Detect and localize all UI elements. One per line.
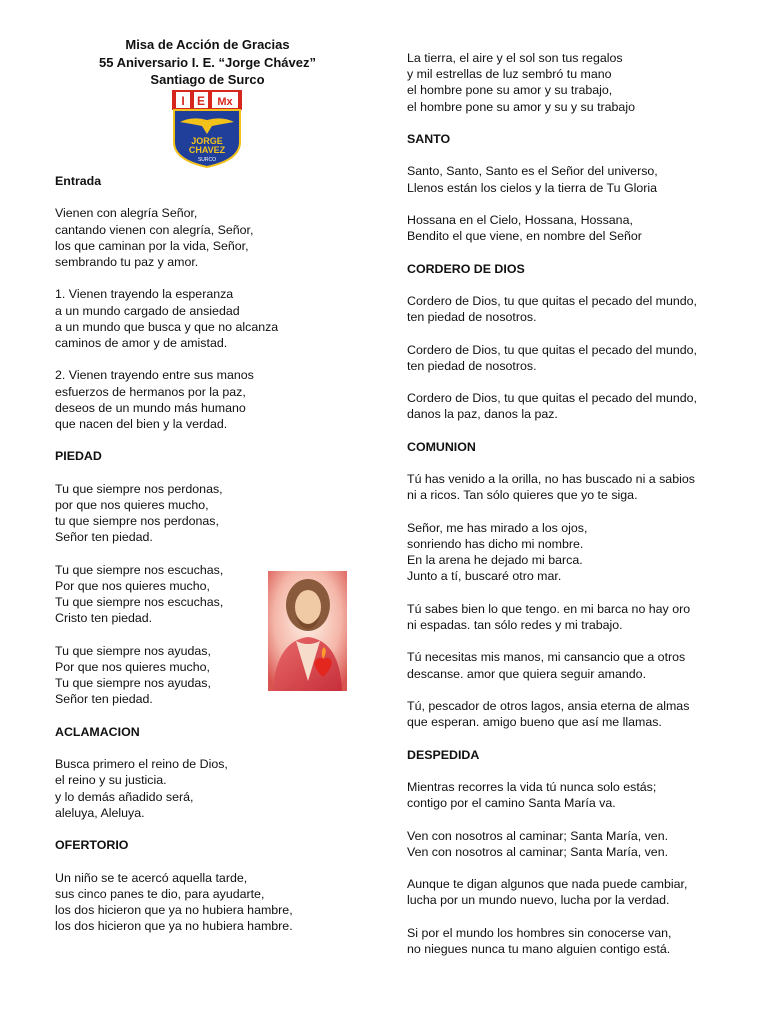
- verse-line: Vienen con alegría Señor,: [55, 206, 198, 221]
- verse-line: sus cinco panes te dio, para ayudarte,: [55, 886, 265, 901]
- logo-name-1: JORGE: [191, 136, 223, 146]
- santo-stanza-1: [407, 163, 757, 195]
- comunion-stanza-4: [407, 649, 757, 681]
- verse-line: Tú, pescador de otros lagos, ansia eterna de almas: [407, 698, 690, 713]
- verse-line: Si por el mundo los hombres sin conocerse van,: [407, 925, 672, 940]
- verse-line: Mientras recorres la vida tú nunca solo estás;: [407, 779, 657, 794]
- verse-line: a un mundo cargado de ansiedad: [55, 303, 240, 318]
- verse-line: Tu que siempre nos perdonas,: [55, 481, 223, 496]
- verse-line: La tierra, el aire y el sol son tus regalos: [407, 51, 623, 65]
- verse-line: Tu que siempre nos escuchas,: [55, 595, 224, 610]
- verse-line: Busca primero el reino de Dios,: [55, 757, 228, 772]
- verse-line: cantando vienen con alegría, Señor,: [55, 222, 254, 237]
- despedida-stanza-1: [407, 779, 757, 811]
- verse-line: caminos de amor y de amistad.: [55, 336, 228, 350]
- verse-line: por que nos quieres mucho,: [55, 497, 209, 512]
- verse-line: Por que nos quieres mucho,: [55, 659, 210, 674]
- verse-line: Señor ten piedad.: [55, 692, 153, 707]
- verse-line: contigo por el camino Santa María va.: [407, 796, 616, 811]
- section-title-santo: SANTO: [407, 132, 451, 146]
- verse-line: aleluya, Aleluya.: [55, 805, 145, 820]
- section-title-ofertorio: OFERTORIO: [55, 838, 129, 853]
- verse-line: ten piedad de nosotros.: [407, 310, 537, 325]
- section-title-cordero: CORDERO DE DIOS: [407, 261, 525, 276]
- verse-line: Ven con nosotros al caminar; Santa María, ven.: [407, 844, 669, 859]
- verse-line: Santo, Santo, Santo es el Señor del universo,: [407, 164, 658, 179]
- verse-line: esfuerzos de hermanos por la paz,: [55, 384, 246, 399]
- verse-line: deseos de un mundo más humano: [55, 400, 246, 415]
- entrada-stanza-3: [55, 367, 355, 432]
- verse-line: Ven con nosotros al caminar; Santa María, ven.: [407, 828, 669, 843]
- verse-line: el reino y su justicia.: [55, 773, 167, 788]
- verse-line: danos la paz, danos la paz.: [407, 407, 558, 422]
- verse-line: Señor, me has mirado a los ojos,: [407, 520, 588, 535]
- verse-line: y lo demás añadido será,: [55, 789, 194, 804]
- verse-line: a un mundo que busca y que no alcanza: [55, 319, 279, 334]
- verse-line: ni a ricos. Tan sólo quieres que yo te siga.: [407, 488, 638, 503]
- verse-line: no niegues nunca tu mano alguien contigo está.: [407, 941, 671, 956]
- comunion-stanza-1: [407, 471, 757, 503]
- verse-line: Tú necesitas mis manos, mi cansancio que a otros: [407, 650, 686, 665]
- document-header: [55, 36, 360, 89]
- verse-line: Por que nos quieres mucho,: [55, 578, 210, 593]
- verse-line: Tu que siempre nos escuchas,: [55, 562, 224, 577]
- verse-line: Un niño se te acercó aquella tarde,: [55, 870, 248, 885]
- verse-line: Junto a tí, buscaré otro mar.: [407, 569, 562, 584]
- verse-line: Hossana en el Cielo, Hossana, Hossana,: [407, 212, 633, 227]
- verse-line: descanse. amor que quiera seguir amando.: [407, 666, 647, 681]
- verse-line: sonriendo has dicho mi nombre.: [407, 536, 584, 551]
- entrada-stanza-2: [55, 286, 355, 351]
- despedida-stanza-2: [407, 828, 757, 860]
- aclamacion-stanza-1: [55, 756, 355, 821]
- verse-line: Tu que siempre nos ayudas,: [55, 676, 211, 691]
- despedida-stanza-3: [407, 876, 757, 908]
- right-column: [407, 50, 757, 957]
- logo-name-2: CHAVEZ: [188, 145, 226, 155]
- ofertorio-stanza-2: [407, 50, 757, 115]
- verse-line: Tú has venido a la orilla, no has buscado ni a sabios: [407, 472, 695, 487]
- verse-line: los dos hicieron que ya no hubiera hambre.: [55, 919, 293, 934]
- verse-line: Aunque te digan algunos que nada puede cambiar,: [407, 877, 688, 892]
- section-title-despedida: DESPEDIDA: [407, 747, 480, 762]
- section-title-piedad: PIEDAD: [55, 449, 102, 464]
- header-title: Misa de Acción de Gracias: [125, 37, 290, 52]
- left-column: [55, 173, 355, 934]
- section-title-entrada: Entrada: [55, 174, 102, 188]
- section-title-aclamacion: ACLAMACION: [55, 724, 140, 739]
- logo-place: SURCO: [197, 157, 217, 163]
- cordero-stanza-3: [407, 390, 757, 422]
- verse-line: Llenos están los cielos y la tierra de Tu Gloria: [407, 180, 658, 195]
- verse-line: el hombre pone su amor y su trabajo,: [407, 83, 613, 98]
- verse-line: los que caminan por la vida, Señor,: [55, 238, 249, 253]
- verse-line: ni espadas. tan sólo redes y mi trabajo.: [407, 617, 623, 632]
- verse-line: el hombre pone su amor y su y su trabajo: [407, 99, 635, 114]
- school-logo: [172, 90, 242, 168]
- verse-line: que esperan. amigo bueno que así me llamas.: [407, 715, 662, 730]
- cordero-stanza-2: [407, 342, 757, 374]
- logo-letter-i: I: [181, 94, 185, 108]
- cordero-stanza-1: [407, 293, 757, 325]
- verse-line: Cordero de Dios, tu que quitas el pecado del mundo,: [407, 391, 697, 406]
- piedad-stanza-2: [55, 562, 355, 627]
- comunion-stanza-2: [407, 520, 757, 585]
- verse-line: Cristo ten piedad.: [55, 611, 153, 626]
- comunion-stanza-3: [407, 601, 757, 633]
- verse-line: 2. Vienen trayendo entre sus manos: [55, 368, 254, 383]
- verse-line: En la arena he dejado mi barca.: [407, 553, 583, 568]
- despedida-stanza-4: [407, 925, 757, 957]
- verse-line: tu que siempre nos perdonas,: [55, 514, 219, 529]
- verse-line: 1. Vienen trayendo la esperanza: [55, 287, 234, 302]
- verse-line: Cordero de Dios, tu que quitas el pecado del mundo,: [407, 293, 697, 308]
- verse-line: Cordero de Dios, tu que quitas el pecado del mundo,: [407, 342, 697, 357]
- logo-letter-mx: Mx: [217, 96, 233, 108]
- comunion-stanza-5: [407, 698, 757, 730]
- verse-line: ten piedad de nosotros.: [407, 358, 537, 373]
- verse-line: lucha por un mundo nuevo, lucha por la verdad.: [407, 893, 670, 908]
- verse-line: Tú sabes bien lo que tengo. en mi barca no hay oro: [407, 601, 691, 616]
- verse-line: los dos hicieron que ya no hubiera hambre,: [55, 902, 293, 917]
- santo-stanza-2: [407, 212, 757, 244]
- logo-letter-e: E: [196, 94, 206, 108]
- section-title-comunion: COMUNION: [407, 439, 476, 454]
- header-location: Santiago de Surco: [150, 72, 265, 87]
- verse-line: Bendito el que viene, en nombre del Señor: [407, 229, 642, 244]
- header-subtitle: 55 Aniversario I. E. “Jorge Chávez”: [99, 54, 316, 70]
- piedad-stanza-3: [55, 643, 355, 708]
- verse-line: sembrando tu paz y amor.: [55, 255, 199, 269]
- verse-line: Señor ten piedad.: [55, 530, 153, 545]
- entrada-stanza-1: [55, 205, 355, 270]
- piedad-stanza-1: [55, 481, 355, 546]
- verse-line: y mil estrellas de luz sembró tu mano: [407, 67, 612, 82]
- verse-line: Tu que siempre nos ayudas,: [55, 643, 211, 658]
- verse-line: que nacen del bien y la verdad.: [55, 417, 228, 431]
- ofertorio-stanza-1: [55, 870, 355, 935]
